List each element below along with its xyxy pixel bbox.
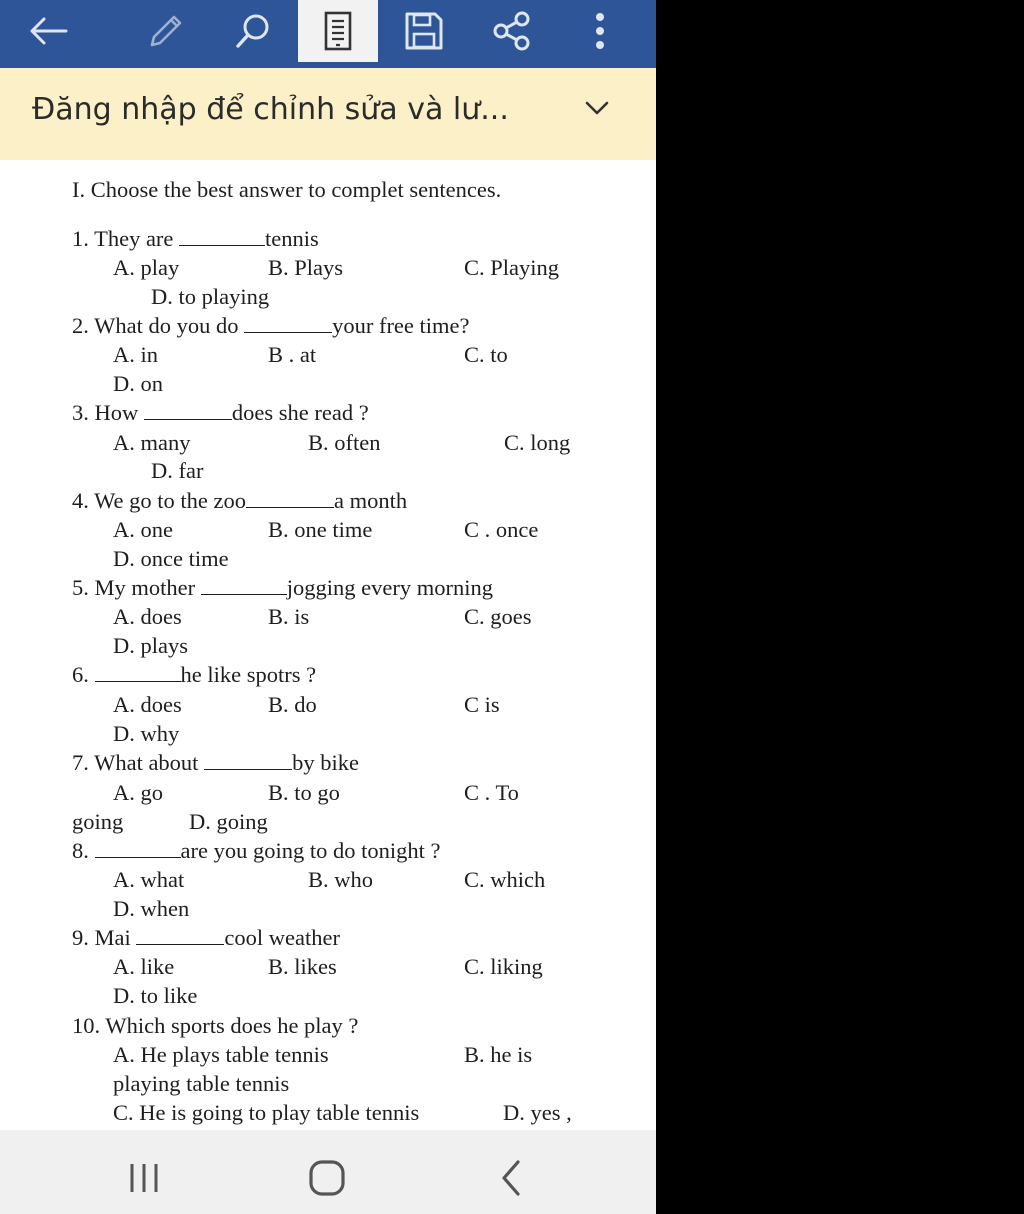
q2-option-c: C. to (464, 342, 508, 367)
share-button[interactable] (472, 0, 552, 62)
share-icon (490, 9, 534, 53)
q2-option-d: D. on (113, 371, 163, 396)
q3-option-b: B. often (308, 430, 381, 455)
document-icon (323, 10, 353, 52)
search-button[interactable] (212, 0, 292, 62)
q5-option-d: D. plays (113, 633, 188, 658)
q9-option-c: C. liking (464, 954, 543, 979)
more-vertical-icon (593, 11, 607, 51)
q7-option-c: C . To (464, 780, 519, 805)
q2-option-b: B . at (268, 342, 317, 367)
home-icon[interactable] (306, 1158, 348, 1198)
section-heading: I. Choose the best answer to complet sentences. (72, 177, 502, 202)
q9-option-b: B. likes (268, 954, 337, 979)
arrow-left-icon (26, 16, 70, 46)
q7-option-c-continued: going (72, 809, 124, 834)
q10-option-c: C. He is going to play table tennis (113, 1100, 420, 1125)
q8-option-c: C. which (464, 867, 546, 892)
q7-option-a: A. go (113, 780, 163, 805)
q4-option-a: A. one (113, 517, 173, 542)
question-4: 4. We go to the zoo a month (72, 488, 408, 513)
q6-option-b: B. do (268, 692, 317, 717)
question-3: 3. How does she read ? (72, 400, 369, 425)
more-button[interactable] (562, 0, 638, 62)
q9-option-d: D. to like (113, 983, 198, 1008)
question-5: 5. My mother jogging every morning (72, 575, 493, 600)
app-toolbar (0, 0, 656, 68)
question-2: 2. What do you do your free time? (72, 313, 470, 338)
q10-option-b-continued: playing table tennis (113, 1071, 290, 1096)
q1-option-b: B. Plays (268, 255, 344, 280)
q10-option-d: D. yes , (503, 1100, 572, 1125)
q7-option-b: B. to go (268, 780, 340, 805)
chevron-down-icon[interactable] (584, 100, 610, 116)
q4-option-d: D. once time (113, 546, 229, 571)
q10-option-b: B. he is (464, 1042, 533, 1067)
q3-option-d: D. far (151, 458, 204, 483)
q10-option-a: A. He plays table tennis (113, 1042, 329, 1067)
sign-in-banner-text: Đăng nhập để chỉnh sửa và lư... (32, 92, 509, 127)
q6-option-d: D. why (113, 721, 180, 746)
q7-option-d: D. going (189, 809, 268, 834)
edit-button[interactable] (124, 0, 208, 62)
q8-option-a: A. what (113, 867, 185, 892)
q3-option-c: C. long (504, 430, 571, 455)
save-button[interactable] (384, 0, 464, 62)
save-icon (403, 10, 445, 52)
q9-option-a: A. like (113, 954, 175, 979)
q5-option-b: B. is (268, 604, 310, 629)
reading-view-button[interactable] (298, 0, 378, 62)
q1-option-d: D. to playing (151, 284, 270, 309)
q5-option-c: C. goes (464, 604, 532, 629)
q4-option-c: C . once (464, 517, 539, 542)
back-button[interactable] (10, 0, 86, 62)
question-10: 10. Which sports does he play ? (72, 1013, 359, 1038)
q6-option-a: A. does (113, 692, 182, 717)
question-7: 7. What about by bike (72, 750, 359, 775)
q8-option-d: D. when (113, 896, 190, 921)
question-6: 6. he like spotrs ? (72, 662, 317, 687)
q2-option-a: A. in (113, 342, 158, 367)
question-9: 9. Mai cool weather (72, 925, 340, 950)
q6-option-c: C is (464, 692, 500, 717)
system-navigation-bar (0, 1130, 656, 1214)
question-8: 8. are you going to do tonight ? (72, 838, 441, 863)
pencil-icon (144, 9, 188, 53)
q4-option-b: B. one time (268, 517, 373, 542)
search-icon (230, 9, 274, 53)
recents-icon[interactable] (124, 1160, 164, 1196)
q3-option-a: A. many (113, 430, 191, 455)
chevron-left-icon[interactable] (496, 1158, 526, 1198)
q8-option-b: B. who (308, 867, 374, 892)
document-content (0, 160, 656, 1130)
sign-in-banner[interactable] (0, 68, 656, 160)
question-1: 1. They are tennis (72, 226, 319, 251)
q5-option-a: A. does (113, 604, 182, 629)
q1-option-c: C. Playing (464, 255, 560, 280)
q1-option-a: A. play (113, 255, 180, 280)
